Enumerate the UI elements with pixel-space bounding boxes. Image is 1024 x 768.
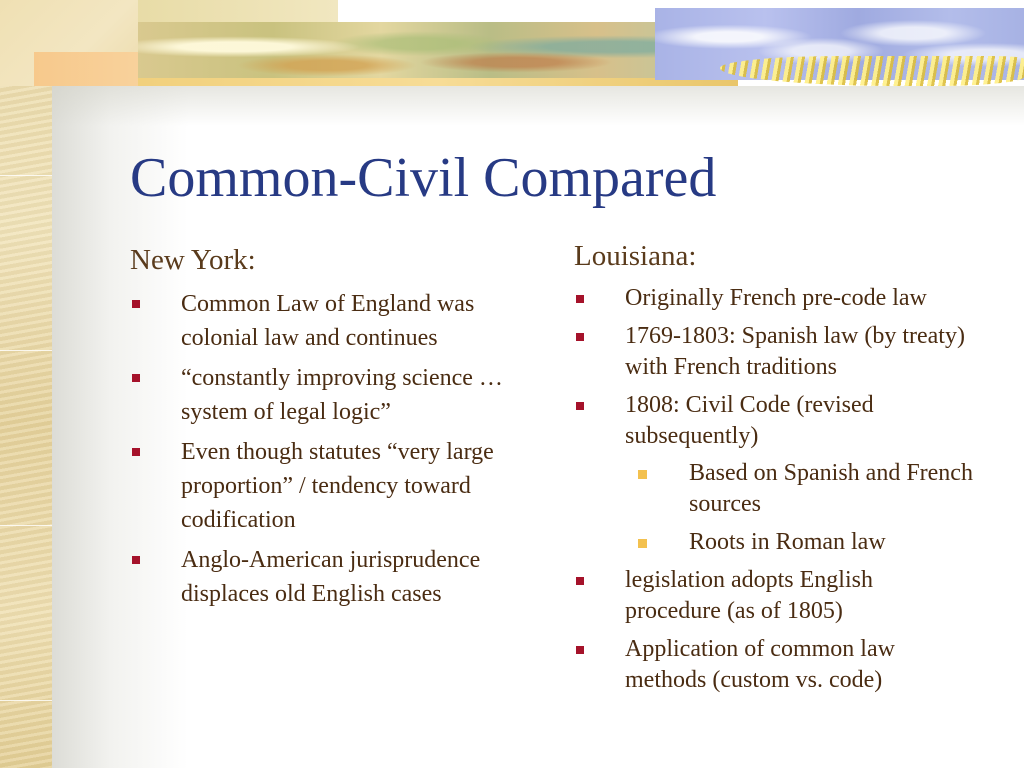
sub-list-item-text: Roots in Roman law xyxy=(689,529,886,556)
decorative-banner-straw xyxy=(720,56,1024,86)
new-york-column xyxy=(130,244,542,617)
list-item-text: Even though statutes “very large proportion” / tendency toward codification xyxy=(181,439,494,534)
decorative-banner-leaves xyxy=(138,22,678,84)
list-item-text: Originally French pre-code law xyxy=(625,285,927,312)
square-bullet-icon xyxy=(132,300,140,308)
square-sub-bullet-icon xyxy=(638,539,647,548)
square-sub-bullet-icon xyxy=(638,470,647,479)
list-item-text: 1769-1803: Spanish law (by treaty) with French traditions xyxy=(625,323,965,381)
list-item xyxy=(130,361,542,429)
list-item-text: “constantly improving science … system of legal logic” xyxy=(181,365,503,426)
list-item xyxy=(130,435,542,537)
slide-background-shadow xyxy=(52,86,1024,126)
list-item xyxy=(130,287,542,355)
list-item xyxy=(574,390,974,558)
list-item-text: Common Law of England was colonial law and continues xyxy=(181,291,475,352)
sub-list-item-text: Based on Spanish and French sources xyxy=(689,460,973,518)
square-bullet-icon xyxy=(576,402,584,410)
louisiana-column xyxy=(574,240,974,703)
civil-code-sublist xyxy=(625,458,974,558)
list-item xyxy=(130,543,542,611)
louisiana-heading: Louisiana: xyxy=(574,240,697,272)
sub-list-item xyxy=(625,458,974,520)
new-york-list xyxy=(130,287,542,611)
list-item-text: Anglo-American jurisprudence displaces old English cases xyxy=(181,547,481,608)
square-bullet-icon xyxy=(132,374,140,382)
new-york-heading: New York: xyxy=(130,244,256,276)
sub-list-item xyxy=(625,527,974,558)
square-bullet-icon xyxy=(132,448,140,456)
list-item xyxy=(574,634,974,696)
slide-title: Common-Civil Compared xyxy=(130,147,717,209)
square-bullet-icon xyxy=(576,646,584,654)
square-bullet-icon xyxy=(132,556,140,564)
decorative-banner-edge xyxy=(138,78,738,86)
parchment-border xyxy=(0,0,52,768)
square-bullet-icon xyxy=(576,295,584,303)
list-item xyxy=(574,283,974,314)
list-item-text: legislation adopts English procedure (as of 1805) xyxy=(625,567,873,625)
square-bullet-icon xyxy=(576,333,584,341)
louisiana-list xyxy=(574,283,974,696)
list-item-text: 1808: Civil Code (revised subsequently) xyxy=(625,392,874,450)
list-item-text: Application of common law methods (custom vs. code) xyxy=(625,636,895,694)
list-item xyxy=(574,321,974,383)
list-item xyxy=(574,565,974,627)
square-bullet-icon xyxy=(576,577,584,585)
